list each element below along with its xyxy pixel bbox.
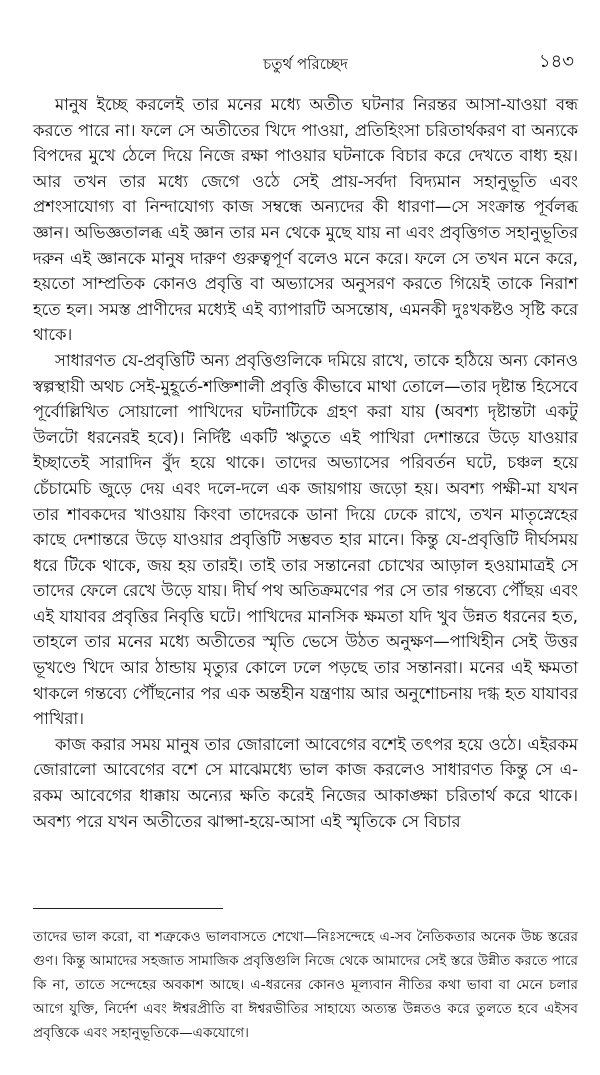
paragraph: মানুষ ইচ্ছে করলেই তার মনের মধ্যে অতীত ঘটনার নিরন্তর আসা-যাওয়া বন্ধ করতে পারে না। ফলে সে অতীতের খিদে পাওয়া, প্রতিহিংসা চরিতার্থকরণ বা অন্যকে বিপদের মুখে ঠেলে দিয়ে নিজে রক্ষা পাওয়ার ঘটনাকে বিচার করে দেখতে বাধ্য হয়। আর তখন তার মধ্যে জেগে ওঠে সেই প্রায়-সর্বদা বিদ্যমান সহানুভূতি এবং প্রশংসাযোগ্য বা নিন্দাযোগ্য কাজ সম্বন্ধে অন্যদের কী ধারণা—সে সংক্রান্ত পূর্বলব্ধ জ্ঞান। অভিজ্ঞতালব্ধ এই জ্ঞান তার মন থেকে মুছে যায় না এবং প্রবৃত্তিগত সহানুভূতির দরুন এই জ্ঞানকে মানুষ দারুণ গুরুত্বপূর্ণ বলেও মনে করে। ফলে সে তখন মনে করে, হয়তো সাম্প্রতিক কোনও প্রবৃত্তি বা অভ্যাসের অনুসরণ করতে গিয়েই তাকে নিরাশ হতে হল। সমস্ত প্রাণীদের মধ্যেই এই ব্যাপারটি অসন্তোষ, এমনকী দুঃখকষ্টও সৃষ্টি করে থাকে।	[33, 95, 578, 345]
footnote: তাদের ভাল করো, বা শত্রুকেও ভালবাসতে শেখো—নিঃসন্দেহে এ-সব নৈতিকতার অনেক উচ্চ স্তরের গুণ। কিন্তু আমাদের সহজাত সামাজিক প্রবৃত্তিগুলি নিজে থেকে আমাদের সেই স্তরে উন্নীত করতে পারে কি না, তাতে সন্দেহের অবকাশ আছে। এ-ধরনের কোনও মূল্যবান নীতির কথা ভাবা বা মেনে চলার আগে যুক্তি, নির্দেশ এবং ঈশ্বরপ্রীতি বা ঈশ্বরভীতির সাহায্যে অত্যন্ত উন্নতও করে তুলতে হবে এইসব প্রবৃত্তিকে এবং সহানুভূতিকে—একযোগে।	[33, 929, 578, 1041]
paragraph: সাধারণত যে-প্রবৃত্তিটি অন্য প্রবৃত্তিগুলিকে দমিয়ে রাখে, তাকে হঠিয়ে অন্য কোনও স্বল্পস্থায়ী অথচ সেই-মুহূর্তে-শক্তিশালী প্রবৃত্তি কীভাবে মাথা তোলে—তার দৃষ্টান্ত হিসেবে পূর্বোল্লিখিত সোয়ালো পাখিদের ঘটনাটিকে গ্রহণ করা যায় (অবশ্য দৃষ্টান্তটা একটু উলটো ধরনেরই হবে)। নির্দিষ্ট একটি ঋতুতে এই পাখিরা দেশান্তরে উড়ে যাওয়ার ইচ্ছাতেই সারাদিন বুঁদ হয়ে থাকে। তাদের অভ্যাসের পরিবর্তন ঘটে, চঞ্চল হয়ে চেঁচামেচি জুড়ে দেয় এবং দলে-দলে এক জায়গায় জড়ো হয়। অবশ্য পক্ষী-মা যখন তার শাবকদের খাওয়ায় কিংবা তাদেরকে ডানা দিয়ে ঢেকে রাখে, তখন মাতৃস্নেহের কাছে দেশান্তরে উড়ে যাওয়ার প্রবৃত্তিটি সম্ভবত হার মানে। কিন্তু যে-প্রবৃত্তিটি দীর্ঘসময় ধরে টিকে থাকে, জয় হয় তারই। তাই তার সন্তানেরা চোখের আড়াল হওয়ামাত্রই সে তাদের ফেলে রেখে উড়ে যায়। দীর্ঘ পথ অতিক্রমণের পর সে তার গন্তব্যে পৌঁছয় এবং এই যাযাবর প্রবৃত্তির নিবৃত্তি ঘটে। পাখিদের মানসিক ক্ষমতা যদি খুব উন্নত ধরনের হত, তাহলে তার মনের মধ্যে অতীতের স্মৃতি ভেসে উঠত অনুক্ষণ—পাখিহীন সেই উত্তর ভূখণ্ডে খিদে আর ঠান্ডায় মৃত্যুর কোলে ঢলে পড়ছে তার সন্তানরা। মনের এই ক্ষমতা থাকলে গন্তব্যে পৌঁছনোর পর এক অন্তহীন যন্ত্রণায় আর অনুশোচনায় দগ্ধ হত যাযাবর পাখিরা।	[33, 350, 578, 729]
paragraph: কাজ করার সময় মানুষ তার জোরালো আবেগের বশেই তৎপর হয়ে ওঠে। এইরকম জোরালো আবেগের বশে সে মাঝেমধ্যে ভাল কাজ করলেও সাধারণত কিন্তু সে এ-রকম আবেগের ধাক্কায় অন্যের ক্ষতি করেই নিজের আকাঙ্ক্ষা চরিতার্থ করে থাকে। অবশ্য পরে যখন অতীতের ঝাপ্সা-হয়ে-আসা এই স্মৃতিকে সে বিচার	[33, 734, 578, 831]
page-number: ১৪৩	[538, 51, 574, 72]
footnote-divider	[33, 908, 223, 909]
body-text	[33, 92, 578, 834]
running-head: চতুর্থ পরিচ্ছেদ	[263, 55, 348, 73]
page-header	[33, 0, 578, 73]
